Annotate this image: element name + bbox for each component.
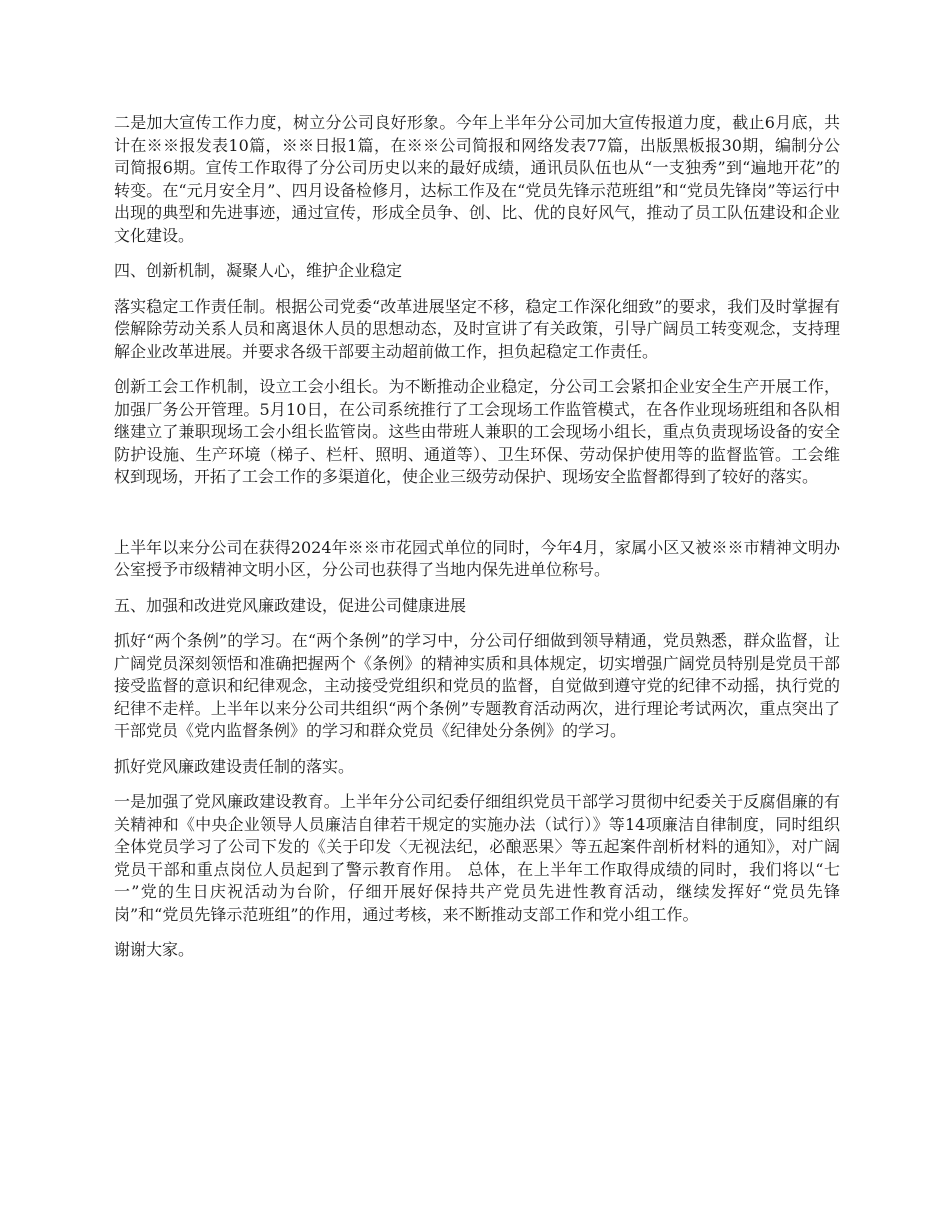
paragraph-thanks: 谢谢大家。 (114, 940, 195, 959)
paragraph-responsibility: 抓好党风廉政建设责任制的落实。 (114, 756, 355, 776)
paragraph-propaganda: 二是加大宣传工作力度，树立分公司良好形象。今年上半年分公司加大宣传报道力度，截止6月底，共计在※※报发表10篇，※※日报1篇，在※※公司简报和网络发表77篇，出版黑板报30期，编制分公司简报6期。宣传工作取得了分公司历史以来的最好成绩，通讯员队伍也从“一支独秀”到“遍地开花”的转变。在“元月安全月”、四月设备检修月，达标工作及在“党员先锋示范班组”和“党员先锋岗”等运行中出现的典型和先进事迹，通过宣传，形成全员争、创、比、优的良好风气，推动了员工队伍建设和企业文化建设。 (114, 113, 840, 245)
paragraph-education: 一是加强了党风廉政建设教育。上半年分公司纪委仔细组织党员干部学习贯彻中纪委关于反腐倡廉的有关精神和《中央企业领导人员廉洁自律若干规定的实施办法（试行）》等14项廉洁自律制度，同时组织全体党员学习了公司下发的《关于印发〈无视法纪，必酿恶果〉等五起案件剖析材料的通知》，对广阔党员干部和重点岗位人员起到了警示教育作用。 总体，在上半年工作取得成绩的同时，我们将以“七一”党的生日庆祝活动为台阶，仔细开展好保持共产党员先进性教育活动，继续发挥好“党员先锋岗”和“党员先锋示范班组”的作用，通过考核，来不断推动支部工作和党小组工作。 (114, 792, 840, 924)
paragraph-stability: 落实稳定工作责任制。根据公司党委“改革进展坚定不移，稳定工作深化细致”的要求，我们及时掌握有偿解除劳动关系人员和离退休人员的思想动态，及时宣讲了有关政策，引导广阔员工转变观念，支持理解企业改革进展。并要求各级干部要主动超前做工作，担负起稳定工作责任。 (114, 296, 840, 361)
blank-gap (114, 502, 840, 537)
section-heading-four: 四、创新机制，凝聚人心，维护企业稳定 (114, 261, 403, 280)
section-heading-five: 五、加强和改进党风廉政建设，促进公司健康进展 (114, 595, 467, 615)
paragraph-honors: 上半年以来分公司在获得2024年※※市花园式单位的同时，今年4月，家属小区又被※※市精神文明办公室授予市级精神文明小区，分公司也获得了当地内保先进单位称号。 (114, 537, 840, 579)
document-page (114, 112, 840, 975)
paragraph-union: 创新工会工作机制，设立工会小组长。为不断推动企业稳定，分公司工会紧扣企业安全生产开展工作，加强厂务公开管理。5月10日，在公司系统推行了工会现场工作监管模式，在各作业现场班组和各队相继建立了兼职现场工会小组长监管岗。这些由带班人兼职的工会现场小组长，重点负责现场设备的安全防护设施、生产环境（梯子、栏杆、照明、通道等）、卫生环保、劳动保护使用等的监督监管。工会维权到现场，开拓了工会工作的多渠道化，使企业三级劳动保护、现场安全监督都得到了较好的落实。 (114, 377, 840, 486)
paragraph-regulations: 抓好“两个条例”的学习。在“两个条例”的学习中，分公司仔细做到领导精通，党员熟悉，群众监督，让广阔党员深刻领悟和准确把握两个《条例》的精神实质和具体规定，切实增强广阔党员特别是党员干部接受监督的意识和纪律观念，主动接受党组织和党员的监督，自觉做到遵守党的纪律不动摇，执行党的纪律不走样。上半年以来分公司共组织“两个条例”专题教育活动两次，进行理论考试两次，重点突出了干部党员《党内监督条例》的学习和群众党员《纪律处分条例》的学习。 (114, 631, 840, 740)
